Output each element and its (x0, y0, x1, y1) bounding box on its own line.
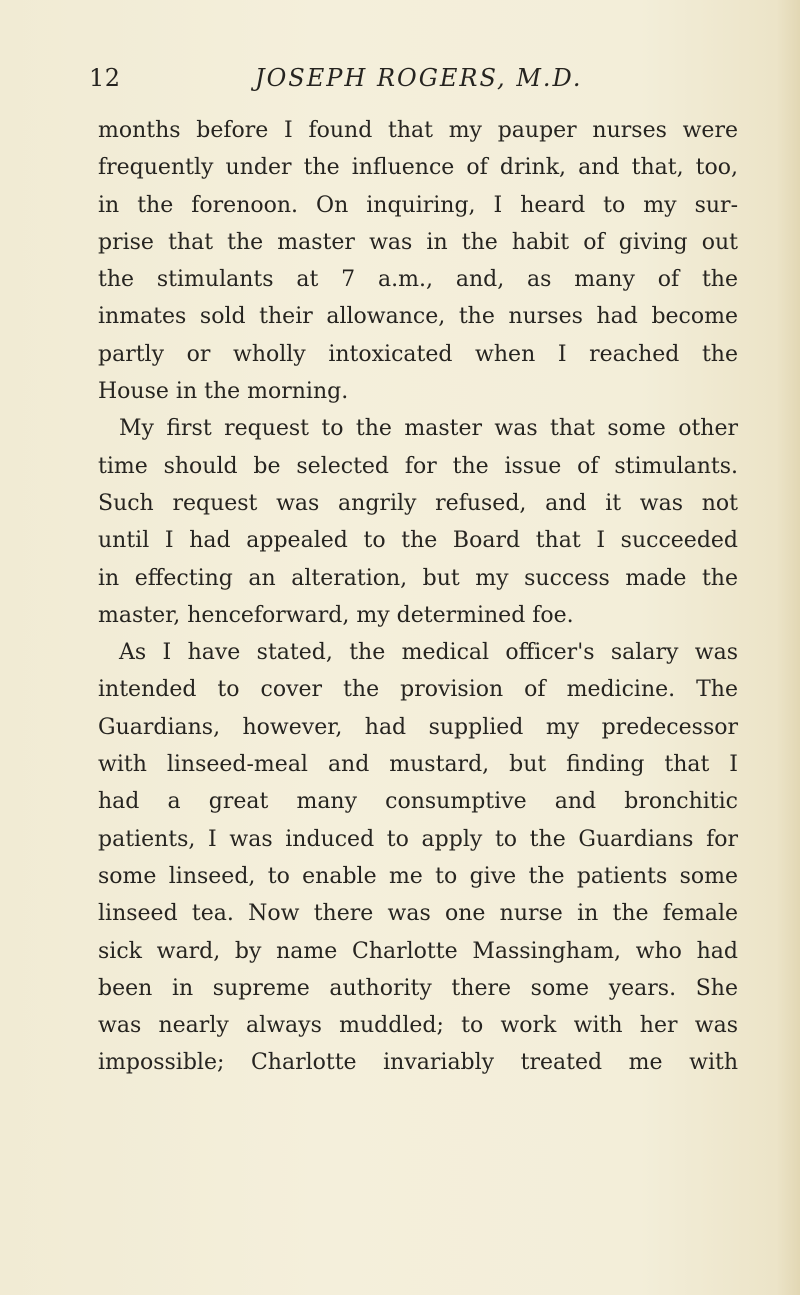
text-line: My first request to the master was that some other (119, 416, 738, 442)
text-line: Such request was angrily refused, and it was not (98, 490, 738, 516)
text-line: master, henceforward, my determined foe. (98, 602, 574, 628)
text-line: House in the morning. (98, 379, 349, 405)
running-title: JOSEPH ROGERS, M.D. (255, 64, 583, 92)
page-header (0, 62, 800, 98)
text-line: sick ward, by name Charlotte Massingham, who had (98, 938, 738, 964)
text-line: some linseed, to enable me to give the patients some (98, 863, 738, 889)
text-line: As I have stated, the medical officer's salary was (119, 640, 738, 666)
text-line: intended to cover the provision of medicine. The (98, 677, 738, 703)
text-line: in effecting an alteration, but my success made the (98, 565, 738, 591)
text-line: was nearly always muddled; to work with her was (98, 1013, 738, 1039)
text-line: months before I found that my pauper nurses were (98, 118, 738, 143)
text-line: frequently under the influence of drink, and that, too, (98, 155, 738, 181)
text-line: in the forenoon. On inquiring, I heard to my sur- (98, 192, 738, 218)
text-line: with linseed-meal and mustard, but finding that I (98, 752, 738, 778)
text-line: partly or wholly intoxicated when I reached the (98, 341, 738, 367)
text-line: linseed tea. Now there was one nurse in the female (98, 901, 738, 927)
text-line: impossible; Charlotte invariably treated me with (98, 1050, 738, 1076)
text-line: Guardians, however, had supplied my predecessor (98, 714, 738, 740)
text-line: had a great many consumptive and bronchitic (98, 789, 738, 815)
text-line: time should be selected for the issue of stimulants. (98, 453, 738, 479)
page-number: 12 (89, 64, 121, 92)
text-line: the stimulants at 7 a.m., and, as many of the (98, 267, 738, 293)
text-line: inmates sold their allowance, the nurses had become (98, 304, 738, 330)
text-line: been in supreme authority there some years. She (98, 975, 738, 1001)
body-text (98, 112, 738, 1082)
text-line: patients, I was induced to apply to the Guardians for (98, 826, 738, 852)
text-line: prise that the master was in the habit of giving out (98, 229, 738, 255)
text-line: until I had appealed to the Board that I succeeded (98, 528, 738, 554)
